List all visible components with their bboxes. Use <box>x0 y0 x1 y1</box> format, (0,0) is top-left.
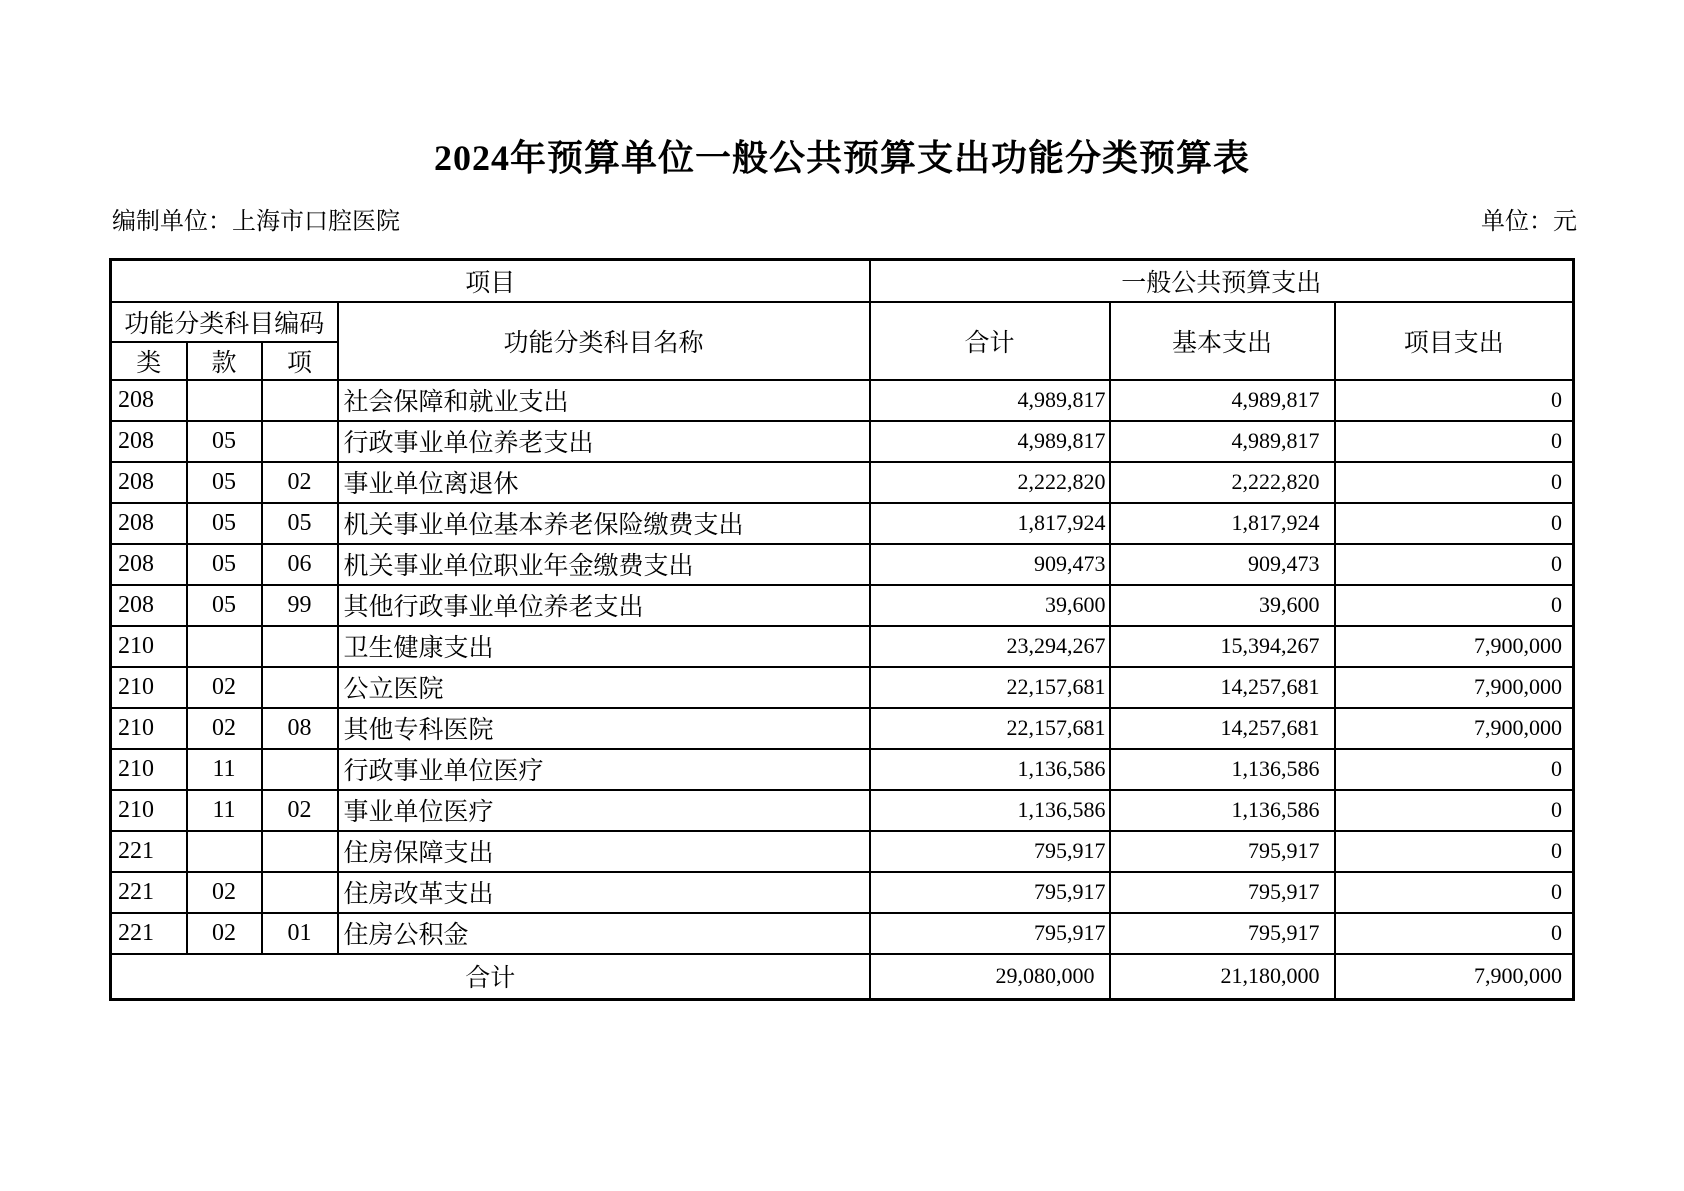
cell-project: 0 <box>1335 421 1574 462</box>
table-row <box>111 421 1574 462</box>
meta-row <box>112 206 1577 240</box>
cell-subject-name: 行政事业单位养老支出 <box>338 421 870 462</box>
header-subject-name: 功能分类科目名称 <box>338 302 870 380</box>
cell-subject-name: 事业单位离退休 <box>338 462 870 503</box>
cell-project: 0 <box>1335 872 1574 913</box>
cell-code-item <box>262 667 338 708</box>
cell-code-item <box>262 421 338 462</box>
cell-project: 0 <box>1335 544 1574 585</box>
table-row <box>111 872 1574 913</box>
cell-code-class: 210 <box>111 790 187 831</box>
header-project-group: 项目 <box>111 260 870 302</box>
header-project-expenditure: 项目支出 <box>1335 302 1574 380</box>
cell-code-section: 02 <box>187 872 262 913</box>
table-row <box>111 708 1574 749</box>
cell-basic: 795,917 <box>1110 913 1335 954</box>
cell-code-class: 208 <box>111 380 187 421</box>
cell-code-class: 221 <box>111 831 187 872</box>
table-row <box>111 626 1574 667</box>
cell-basic: 1,817,924 <box>1110 503 1335 544</box>
cell-code-section: 02 <box>187 708 262 749</box>
cell-code-class: 208 <box>111 503 187 544</box>
cell-code-item <box>262 872 338 913</box>
table-header <box>111 260 1574 380</box>
total-row-label: 合计 <box>111 954 870 1000</box>
cell-project: 0 <box>1335 503 1574 544</box>
header-total: 合计 <box>870 302 1110 380</box>
cell-basic: 4,989,817 <box>1110 380 1335 421</box>
cell-subject-name: 机关事业单位职业年金缴费支出 <box>338 544 870 585</box>
table-row <box>111 831 1574 872</box>
cell-code-item: 08 <box>262 708 338 749</box>
cell-basic: 1,136,586 <box>1110 749 1335 790</box>
header-code-section: 款 <box>187 342 262 380</box>
cell-total: 39,600 <box>870 585 1110 626</box>
table-row <box>111 790 1574 831</box>
cell-basic: 795,917 <box>1110 831 1335 872</box>
cell-code-section: 05 <box>187 421 262 462</box>
cell-project: 7,900,000 <box>1335 667 1574 708</box>
cell-project: 0 <box>1335 913 1574 954</box>
cell-code-class: 210 <box>111 667 187 708</box>
cell-subject-name: 卫生健康支出 <box>338 626 870 667</box>
total-row-project: 7,900,000 <box>1335 954 1574 1000</box>
cell-basic: 1,136,586 <box>1110 790 1335 831</box>
budget-table <box>109 258 1575 1001</box>
cell-code-item: 05 <box>262 503 338 544</box>
cell-total: 2,222,820 <box>870 462 1110 503</box>
cell-project: 0 <box>1335 749 1574 790</box>
cell-basic: 2,222,820 <box>1110 462 1335 503</box>
table-total-row <box>111 954 1574 1000</box>
cell-project: 0 <box>1335 831 1574 872</box>
total-row-basic: 21,180,000 <box>1110 954 1335 1000</box>
cell-total: 1,136,586 <box>870 790 1110 831</box>
cell-total: 909,473 <box>870 544 1110 585</box>
cell-total: 795,917 <box>870 872 1110 913</box>
cell-subject-name: 机关事业单位基本养老保险缴费支出 <box>338 503 870 544</box>
table-row <box>111 749 1574 790</box>
header-code-item: 项 <box>262 342 338 380</box>
cell-code-item: 02 <box>262 462 338 503</box>
cell-code-class: 210 <box>111 626 187 667</box>
header-row-groups <box>111 260 1574 302</box>
cell-basic: 14,257,681 <box>1110 708 1335 749</box>
table-row <box>111 544 1574 585</box>
cell-total: 795,917 <box>870 831 1110 872</box>
cell-code-section: 11 <box>187 790 262 831</box>
cell-subject-name: 住房公积金 <box>338 913 870 954</box>
cell-code-class: 208 <box>111 462 187 503</box>
cell-code-item <box>262 831 338 872</box>
cell-code-section <box>187 380 262 421</box>
header-row-columns <box>111 302 1574 342</box>
table-row <box>111 585 1574 626</box>
cell-total: 22,157,681 <box>870 708 1110 749</box>
cell-project: 0 <box>1335 380 1574 421</box>
cell-basic: 14,257,681 <box>1110 667 1335 708</box>
cell-code-item: 99 <box>262 585 338 626</box>
cell-code-section: 02 <box>187 913 262 954</box>
table-row <box>111 913 1574 954</box>
cell-subject-name: 其他行政事业单位养老支出 <box>338 585 870 626</box>
prepared-by-label: 编制单位：上海市口腔医院 <box>112 209 400 235</box>
table-row <box>111 503 1574 544</box>
table-row <box>111 380 1574 421</box>
cell-subject-name: 住房改革支出 <box>338 872 870 913</box>
cell-project: 7,900,000 <box>1335 708 1574 749</box>
cell-code-section <box>187 626 262 667</box>
cell-code-item: 02 <box>262 790 338 831</box>
cell-total: 795,917 <box>870 913 1110 954</box>
cell-subject-name: 社会保障和就业支出 <box>338 380 870 421</box>
header-basic-expenditure: 基本支出 <box>1110 302 1335 380</box>
header-code-group: 功能分类科目编码 <box>111 302 338 342</box>
cell-total: 23,294,267 <box>870 626 1110 667</box>
cell-total: 4,989,817 <box>870 380 1110 421</box>
table-totals <box>111 954 1574 1000</box>
cell-basic: 4,989,817 <box>1110 421 1335 462</box>
cell-basic: 909,473 <box>1110 544 1335 585</box>
cell-code-item: 06 <box>262 544 338 585</box>
cell-code-item <box>262 749 338 790</box>
cell-code-item <box>262 626 338 667</box>
cell-code-item <box>262 380 338 421</box>
cell-code-class: 208 <box>111 544 187 585</box>
cell-code-section: 05 <box>187 585 262 626</box>
cell-subject-name: 事业单位医疗 <box>338 790 870 831</box>
cell-code-class: 208 <box>111 585 187 626</box>
total-row-total: 29,080,000 <box>870 954 1110 1000</box>
cell-code-section <box>187 831 262 872</box>
cell-project: 7,900,000 <box>1335 626 1574 667</box>
table-body <box>111 380 1574 954</box>
cell-total: 4,989,817 <box>870 421 1110 462</box>
header-code-class: 类 <box>111 342 187 380</box>
unit-label: 单位：元 <box>1481 209 1577 235</box>
cell-code-section: 05 <box>187 462 262 503</box>
cell-code-class: 210 <box>111 749 187 790</box>
cell-subject-name: 行政事业单位医疗 <box>338 749 870 790</box>
cell-project: 0 <box>1335 585 1574 626</box>
cell-code-class: 221 <box>111 913 187 954</box>
cell-subject-name: 公立医院 <box>338 667 870 708</box>
cell-code-item: 01 <box>262 913 338 954</box>
table-row <box>111 462 1574 503</box>
cell-code-section: 11 <box>187 749 262 790</box>
cell-total: 1,817,924 <box>870 503 1110 544</box>
page-title: 2024年预算单位一般公共预算支出功能分类预算表 <box>433 138 1250 178</box>
cell-code-section: 02 <box>187 667 262 708</box>
cell-project: 0 <box>1335 462 1574 503</box>
cell-code-section: 05 <box>187 503 262 544</box>
table-row <box>111 667 1574 708</box>
cell-code-class: 221 <box>111 872 187 913</box>
header-budget-group: 一般公共预算支出 <box>870 260 1574 302</box>
cell-total: 1,136,586 <box>870 749 1110 790</box>
cell-subject-name: 住房保障支出 <box>338 831 870 872</box>
cell-project: 0 <box>1335 790 1574 831</box>
cell-code-class: 210 <box>111 708 187 749</box>
cell-code-class: 208 <box>111 421 187 462</box>
cell-total: 22,157,681 <box>870 667 1110 708</box>
cell-basic: 39,600 <box>1110 585 1335 626</box>
cell-subject-name: 其他专科医院 <box>338 708 870 749</box>
cell-basic: 795,917 <box>1110 872 1335 913</box>
cell-basic: 15,394,267 <box>1110 626 1335 667</box>
cell-code-section: 05 <box>187 544 262 585</box>
